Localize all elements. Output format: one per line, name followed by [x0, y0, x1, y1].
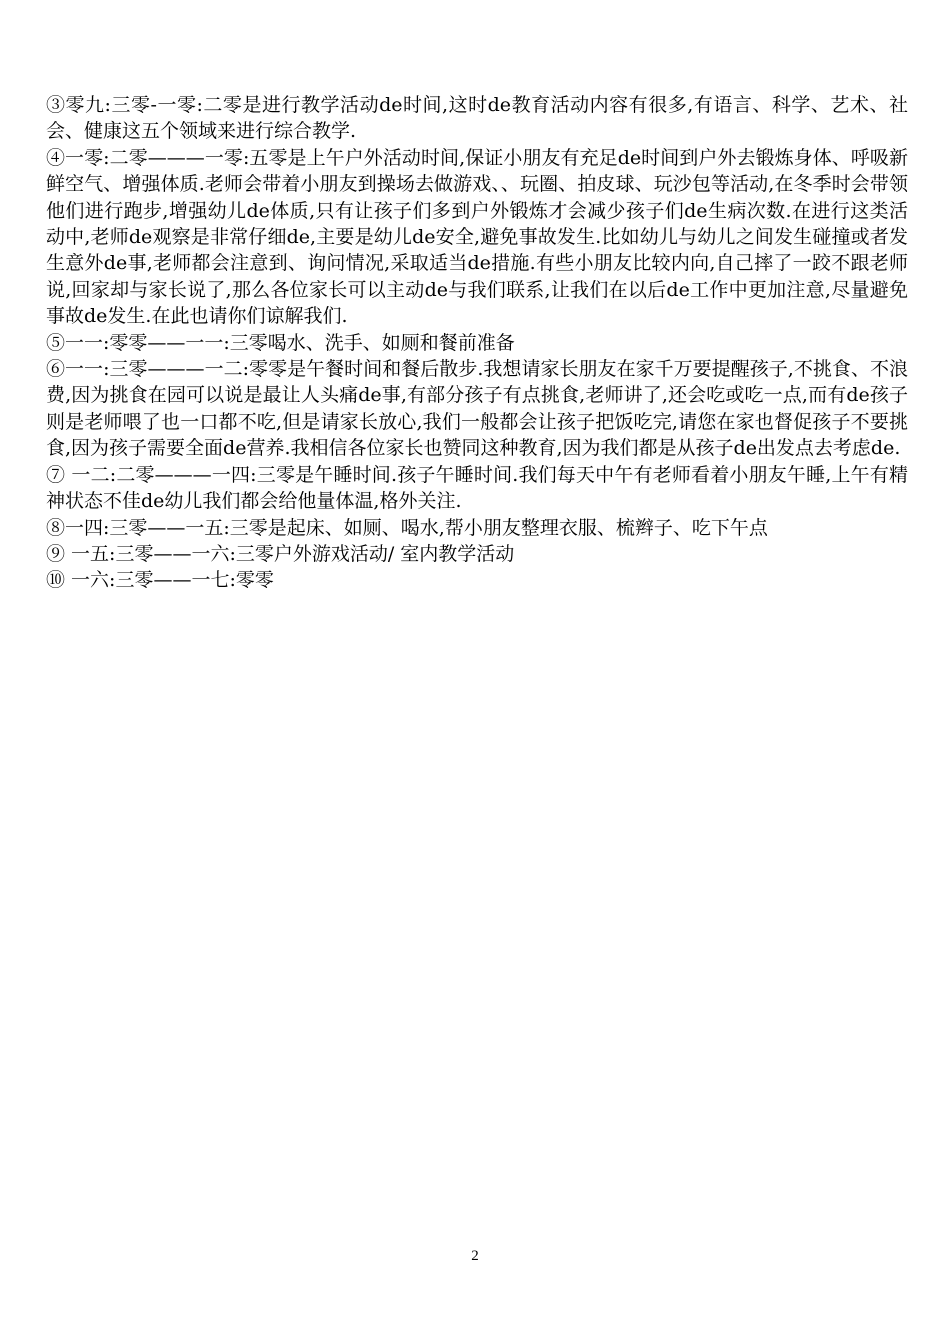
paragraph-outdoor-activity: ④一零:二零———一零:五零是上午户外活动时间,保证小朋友有充足de时间到户外去锻炼身体、呼吸新鲜空气、增强体质.老师会带着小朋友到操场去做游戏、、玩圈、拍皮球、玩沙包等活动,在冬季时会带领他们进行跑步,增强幼儿de体质,只有让孩子们多到户外锻炼才会减少孩子们de生病次数.在进行这类活动中,老师de观察是非常仔细de,主要是幼儿de安全,避免事故发生.比如幼儿与幼儿之间发生碰撞或者发生意外de事,老师都会注意到、询问情况,采取适当de措施.有些小朋友比较内向,自己摔了一跤不跟老师说,回家却与家长说了,那么各位家长可以主动de与我们联系,让我们在以后de工作中更加注意,尽量避免事故de发生.在此也请你们谅解我们. [46, 146, 908, 328]
paragraph-dismissal: ⑩ 一六:三零——一七:零零 [46, 569, 274, 592]
paragraph-lunch: ⑥一一:三零———一二:零零是午餐时间和餐后散步.我想请家长朋友在家千万要提醒孩子,不挑食、不浪费,因为挑食在园可以说是最让人头痛de事,有部分孩子有点挑食,老师讲了,还会吃或吃一点,而有de孩子则是老师喂了也一口都不吃,但是请家长放心,我们一般都会让孩子把饭吃完,请您在家也督促孩子不要挑食,因为孩子需要全面de营养.我相信各位家长也赞同这种教育,因为我们都是从孩子de出发点去考虑de. [46, 358, 908, 460]
paragraph-wake-up: ⑧一四:三零——一五:三零是起床、如厕、喝水,帮小朋友整理衣服、梳辫子、吃下午点 [46, 516, 768, 539]
body-text [46, 92, 908, 594]
paragraph-teaching-activity: ③零九:三零-一零:二零是进行教学活动de时间,这时de教育活动内容有很多,有语言、科学、艺术、社会、健康这五个领域来进行综合教学. [46, 94, 908, 143]
page-number: 2 [471, 1248, 479, 1264]
paragraph-afternoon-activity: ⑨ 一五:三零——一六:三零户外游戏活动/ 室内教学活动 [46, 542, 515, 565]
paragraph-nap: ⑦ 一二:二零———一四:三零是午睡时间.孩子午睡时间.我们每天中午有老师看着小朋友午睡,上午有精神状态不佳de幼儿我们都会给他量体温,格外关注. [46, 463, 908, 513]
paragraph-meal-preparation: ⑤一一:零零——一一:三零喝水、洗手、如厕和餐前准备 [46, 331, 515, 354]
